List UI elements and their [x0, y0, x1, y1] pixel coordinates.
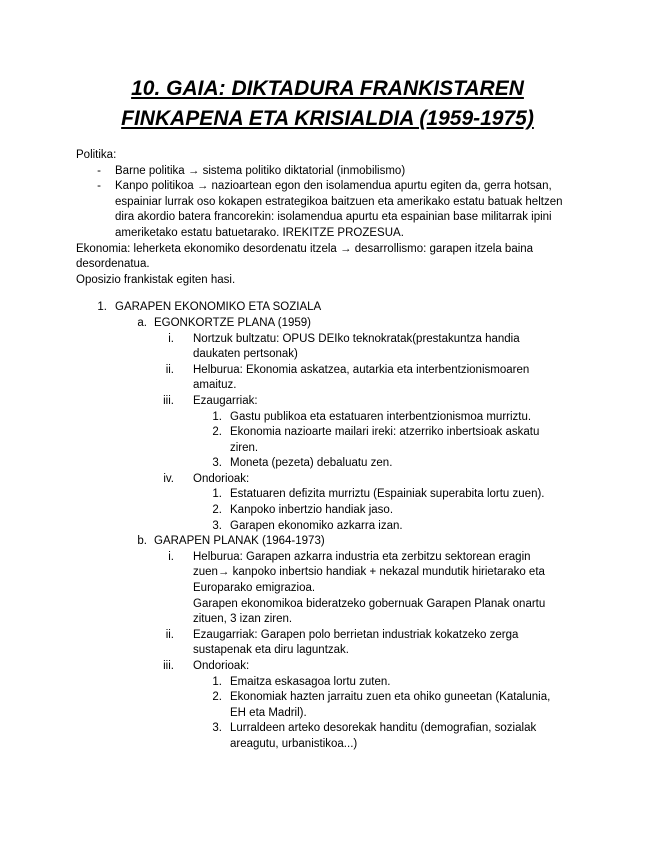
list-marker: - [97, 164, 101, 177]
roman-item-line [0, 378, 655, 394]
intro-bullet-line-text: Barne politika → sistema politiko diktatorial (inmobilismo) [115, 164, 406, 177]
politika-label-text: Politika: [76, 149, 117, 161]
intro-bullet-line [0, 226, 655, 242]
roman-item-line-text: Ondorioak: [193, 472, 250, 485]
roman-item-line [0, 597, 655, 613]
list-marker: 1. [212, 675, 222, 688]
subsection-heading [0, 534, 655, 550]
roman-item-line [0, 347, 655, 363]
intro-bullet-line-text: dira akordio batera francorekin: isolamendua apurtu eta espainian base militarrak ipini [115, 211, 552, 224]
numbered-item-line [0, 690, 655, 706]
numbered-item-line [0, 737, 655, 753]
ekonomia-line-text: Ekonomia: leherketa ekonomiko desordenatu itzela → desarrollismo: garapen itzela baina [76, 242, 534, 255]
roman-item-line [0, 643, 655, 659]
roman-item-line [0, 472, 655, 488]
numbered-item-line [0, 503, 655, 519]
list-marker: 2. [212, 426, 222, 439]
intro-bullet-line [0, 195, 655, 211]
numbered-item-line [0, 456, 655, 472]
list-marker: 3. [212, 457, 222, 470]
section-heading-text: GARAPEN EKONOMIKO ETA SOZIALA [115, 301, 322, 314]
numbered-item-line [0, 721, 655, 737]
list-marker: 2. [212, 504, 222, 517]
list-marker: - [97, 180, 101, 193]
roman-item-line [0, 363, 655, 379]
numbered-item-line [0, 487, 655, 503]
roman-item-line-text: Ondorioak: [193, 660, 250, 672]
list-marker: 1. [97, 301, 107, 314]
section-heading [0, 300, 655, 316]
numbered-item-line [0, 410, 655, 426]
numbered-item-line [0, 519, 655, 535]
subsection-heading [0, 316, 655, 332]
list-marker: a. [137, 316, 147, 329]
numbered-item-line-text: Gastu publikoa eta estatuaren interbentzionismoa murriztu. [230, 410, 532, 423]
numbered-item-line-text: Estatuaren defizita murriztu (Espainiak superabita lortu zuen). [230, 488, 545, 501]
list-marker: 1. [212, 488, 222, 501]
numbered-item-line [0, 425, 655, 441]
intro-bullet-line [0, 179, 655, 195]
roman-item-line-text: amaituz. [193, 379, 237, 392]
ekonomia-line [0, 257, 655, 273]
list-marker: 3. [212, 519, 222, 532]
numbered-item-line [0, 441, 655, 457]
roman-item-line-text: Europarako emigrazioa. [193, 582, 316, 595]
intro-bullet-line [0, 164, 655, 180]
numbered-item-line [0, 675, 655, 691]
roman-item-line-text: zituen, 3 izan ziren. [193, 613, 293, 626]
roman-item-line-text: Garapen ekonomikoa bideratzeko gobernuak Garapen Planak onartu [193, 597, 546, 610]
numbered-item-line-text: Moneta (pezeta) debaluatu zen. [230, 457, 393, 470]
roman-item-line [0, 628, 655, 644]
roman-item-line-text: zuen→ kanpoko inbertsio handiak + nekazal mundutik hirietarako eta [193, 566, 545, 579]
list-marker: ii. [165, 363, 174, 376]
numbered-item-line-text: Lurraldeen arteko desorekak handitu (demografian, sozialak [230, 722, 537, 735]
roman-item-line [0, 581, 655, 597]
numbered-item-line [0, 706, 655, 722]
list-marker: b. [137, 535, 147, 548]
list-marker: 3. [212, 722, 222, 735]
ekonomia-line-text: desordenatua. [76, 258, 150, 271]
list-marker: ii. [165, 628, 174, 641]
roman-item-line [0, 332, 655, 348]
list-marker: 2. [212, 691, 222, 704]
politika-label [0, 148, 655, 164]
numbered-item-line-text: EH eta Madril). [230, 706, 307, 719]
list-marker: i. [168, 550, 174, 563]
roman-item-line [0, 550, 655, 566]
ekonomia-line [0, 242, 655, 258]
list-marker: iii. [163, 660, 174, 672]
numbered-item-line-text: Ekonomia nazioarte mailari ireki: atzerriko inbertsioak askatu [230, 426, 540, 439]
document-body [0, 148, 655, 753]
roman-item-line-text: daukaten pertsonak) [193, 348, 298, 361]
intro-bullet-line [0, 210, 655, 226]
numbered-item-line-text: Kanpoko inbertzio handiak jaso. [230, 504, 394, 517]
list-marker: 1. [212, 410, 222, 423]
oposizio-line [0, 273, 655, 289]
numbered-item-line-text: areagutu, urbanistikoa...) [230, 737, 358, 750]
document-title-line-1: 10. GAIA: DIKTADURA FRANKISTAREN [131, 77, 524, 100]
roman-item-line-text: Ezaugarriak: [193, 394, 258, 407]
roman-item-line [0, 612, 655, 628]
oposizio-line-text: Oposizio frankistak egiten hasi. [76, 273, 236, 286]
list-marker: i. [168, 332, 174, 345]
document-title-line-2: FINKAPENA ETA KRISIALDIA (1959-1975) [121, 107, 534, 130]
roman-item-line-text: Ezaugarriak: Garapen polo berrietan industriak kokatzeko zerga [193, 628, 519, 641]
intro-bullet-line-text: ameriketako estatu batuetarako. IREKITZE PROZESUA. [115, 226, 404, 239]
numbered-item-line-text: Garapen ekonomiko azkarra izan. [230, 519, 403, 532]
intro-bullet-line-text: Kanpo politikoa → nazioartean egon den isolamendua apurtu egiten da, gerra hotsan, [115, 180, 552, 193]
spacer [0, 288, 655, 300]
subsection-heading-text: EGONKORTZE PLANA (1959) [154, 316, 312, 329]
roman-item-line [0, 659, 655, 675]
roman-item-line-text: Helburua: Ekonomia askatzea, autarkia eta interbentzionismoaren [193, 363, 530, 376]
numbered-item-line-text: Emaitza eskasagoa lortu zuten. [230, 675, 391, 688]
intro-bullet-line-text: espainiar lurrak oso kokapen estrategikoa baitzuen eta amerikako estatu batuak heltzen [115, 195, 563, 208]
numbered-item-line-text: Ekonomiak hazten jarraitu zuen eta ohiko guneetan (Katalunia, [230, 691, 551, 704]
list-marker: iii. [163, 394, 174, 407]
roman-item-line [0, 394, 655, 410]
numbered-item-line-text: ziren. [230, 441, 259, 454]
roman-item-line-text: Helburua: Garapen azkarra industria eta zerbitzu sektorean eragin [193, 550, 531, 563]
roman-item-line-text: Nortzuk bultzatu: OPUS DEIko teknokratak(prestakuntza handia [193, 332, 520, 345]
subsection-heading-text: GARAPEN PLANAK (1964-1973) [154, 535, 325, 548]
roman-item-line [0, 565, 655, 581]
roman-item-line-text: sustapenak eta diru laguntzak. [193, 644, 349, 657]
list-marker: iv. [163, 472, 174, 485]
